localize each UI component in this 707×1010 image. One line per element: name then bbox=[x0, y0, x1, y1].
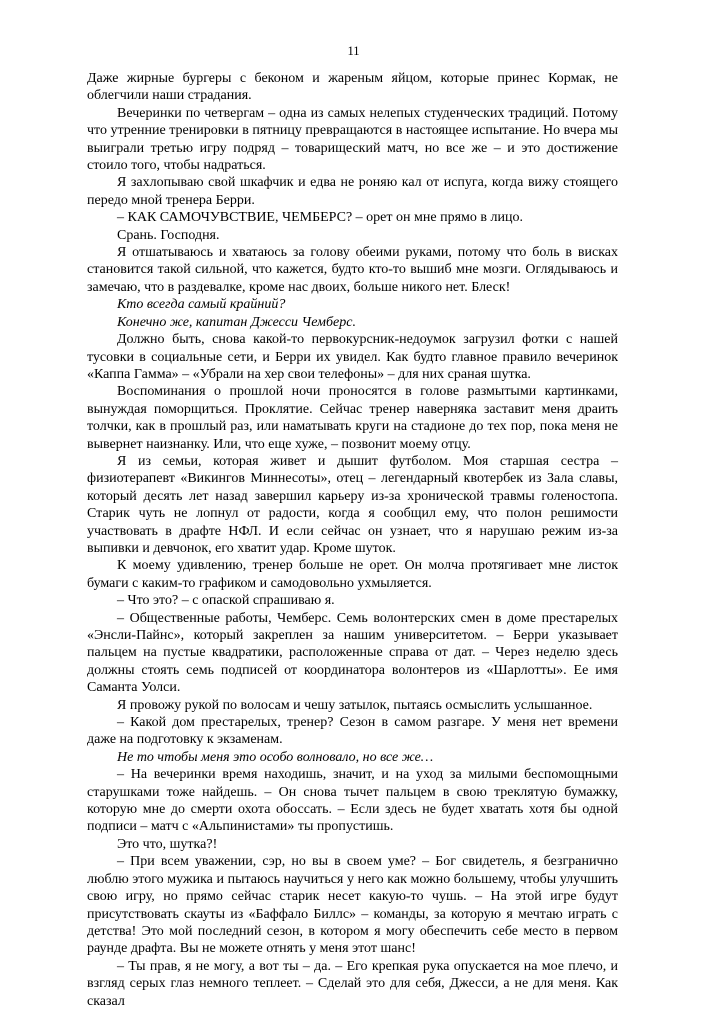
paragraph: К моему удивлению, тренер больше не орет. Он молча протягивает мне листок бумаги с каким-то графиком и самодовольно ухмыляется. bbox=[87, 558, 618, 591]
paragraph: Вечеринки по четвергам – одна из самых нелепых студенческих традиций. Потому что утренние тренировки в пятницу превращаются в настоящее испытание. Но вчера мы выиграли третью игру подряд – товарищеский матч, но все же – и это достижение стоило того, чтобы надраться. bbox=[87, 105, 618, 174]
paragraph: Должно быть, снова какой-то первокурсник-недоумок загрузил фотки с нашей тусовки в социальные сети, и Берри их увидел. Как будто главное правило вечеринок «Каппа Гамма» – «Убрали на хер свои телефоны» – для них сраная шутка. bbox=[87, 332, 618, 382]
italic-paragraph: Кто всегда самый крайний? bbox=[117, 297, 286, 313]
paragraph: Я отшатываюсь и хватаюсь за голову обеими руками, потому что боль в висках становится такой сильной, что кажется, будто кто-то вышиб мне мозги. Оглядываюсь и замечаю, что в раздевалке, кроме нас двоих, больше никого нет. Блеск! bbox=[87, 245, 618, 295]
paragraph: – При всем уважении, сэр, но вы в своем уме? – Бог свидетель, я безгранично люблю этого мужика и пытаюсь научиться у него как можно большему, чтобы улучшить свою игру, но прямо сейчас старик несет какую-то чушь. – На этой игре будут присутствовать скауты из «Баффало Биллс» – команды, за которую я мечтаю играть с детства! Это мой последний сезон, в котором я могу обеспечить себе место в первом раунде драфта. Вы не можете отнять у меня этот шанс! bbox=[87, 854, 618, 957]
paragraph: – КАК САМОЧУВСТВИЕ, ЧЕМБЕРС? – орет он мне прямо в лицо. bbox=[117, 210, 523, 226]
paragraph: Я провожу рукой по волосам и чешу затылок, пытаясь осмыслить услышанное. bbox=[117, 697, 593, 713]
body-text bbox=[87, 70, 618, 1010]
paragraph: – Какой дом престарелых, тренер? Сезон в самом разгаре. У меня нет времени даже на подготовку к экзаменам. bbox=[87, 715, 618, 748]
paragraph: Воспоминания о прошлой ночи проносятся в голове размытыми картинками, вынуждая поморщиться. Проклятие. Сейчас тренер наверняка заставит меня драить толчки, как в прошлый раз, или наматывать круги на стадионе до тех пор, пока меня не вывернет наизнанку. Или, что еще хуже, – позвонит моему отцу. bbox=[87, 384, 618, 452]
paragraph: Я захлопываю свой шкафчик и едва не роняю кал от испуга, когда вижу стоящего передо мной тренера Берри. bbox=[87, 175, 618, 208]
paragraph: Я из семьи, которая живет и дышит футболом. Моя старшая сестра – физиотерапевт «Викингов Миннесоты», отец – легендарный квотербек из Зала славы, который десять лет назад завершил карьеру из-за хронической травмы голеностопа. Старик чуть не лопнул от радости, когда я сообщил ему, что полон решимости участвовать в драфте НФЛ. И если сейчас он узнает, что я нарушаю режим из-за выпивки и девчонок, его хватит удар. Кроме шуток. bbox=[87, 453, 618, 556]
italic-paragraph: Не то чтобы меня это особо волновало, но все же… bbox=[117, 749, 434, 765]
italic-paragraph: Конечно же, капитан Джесси Чемберс. bbox=[117, 314, 356, 330]
page-number: 11 bbox=[347, 44, 360, 58]
paragraph: Это что, шутка?! bbox=[117, 836, 218, 852]
paragraph: Даже жирные бургеры с беконом и жареным яйцом, которые принес Кормак, не облегчили наши страдания. bbox=[87, 71, 618, 104]
paragraph: – На вечеринки время находишь, значит, и на уход за милыми беспомощными старушками тоже найдешь. – Он снова тычет пальцем в свою треклятую бумажку, которую мне до смерти охота обоссать. – Если здесь не будет хватать хотя бы одной подписи – матч с «Альпинистами» ты пропустишь. bbox=[87, 767, 618, 835]
paragraph: Срань. Господня. bbox=[117, 227, 220, 243]
paragraph: – Общественные работы, Чемберс. Семь волонтерских смен в доме престарелых «Энсли-Пайнс», который закреплен за нашим университетом. – Берри указывает пальцем на пустые квадратики, расположенные справа от дат. – Через неделю здесь должны стоять семь подписей от координатора волонтеров из «Шарлотты». Ее имя Саманта Уолси. bbox=[87, 610, 618, 696]
paragraph: – Ты прав, я не могу, а вот ты – да. – Его крепкая рука опускается на мое плечо, и взгляд серых глаз немного теплеет. – Сделай это для себя, Джесси, а не для меня. Как сказал bbox=[87, 958, 618, 1009]
paragraph: – Что это? – с опаской спрашиваю я. bbox=[117, 593, 335, 609]
